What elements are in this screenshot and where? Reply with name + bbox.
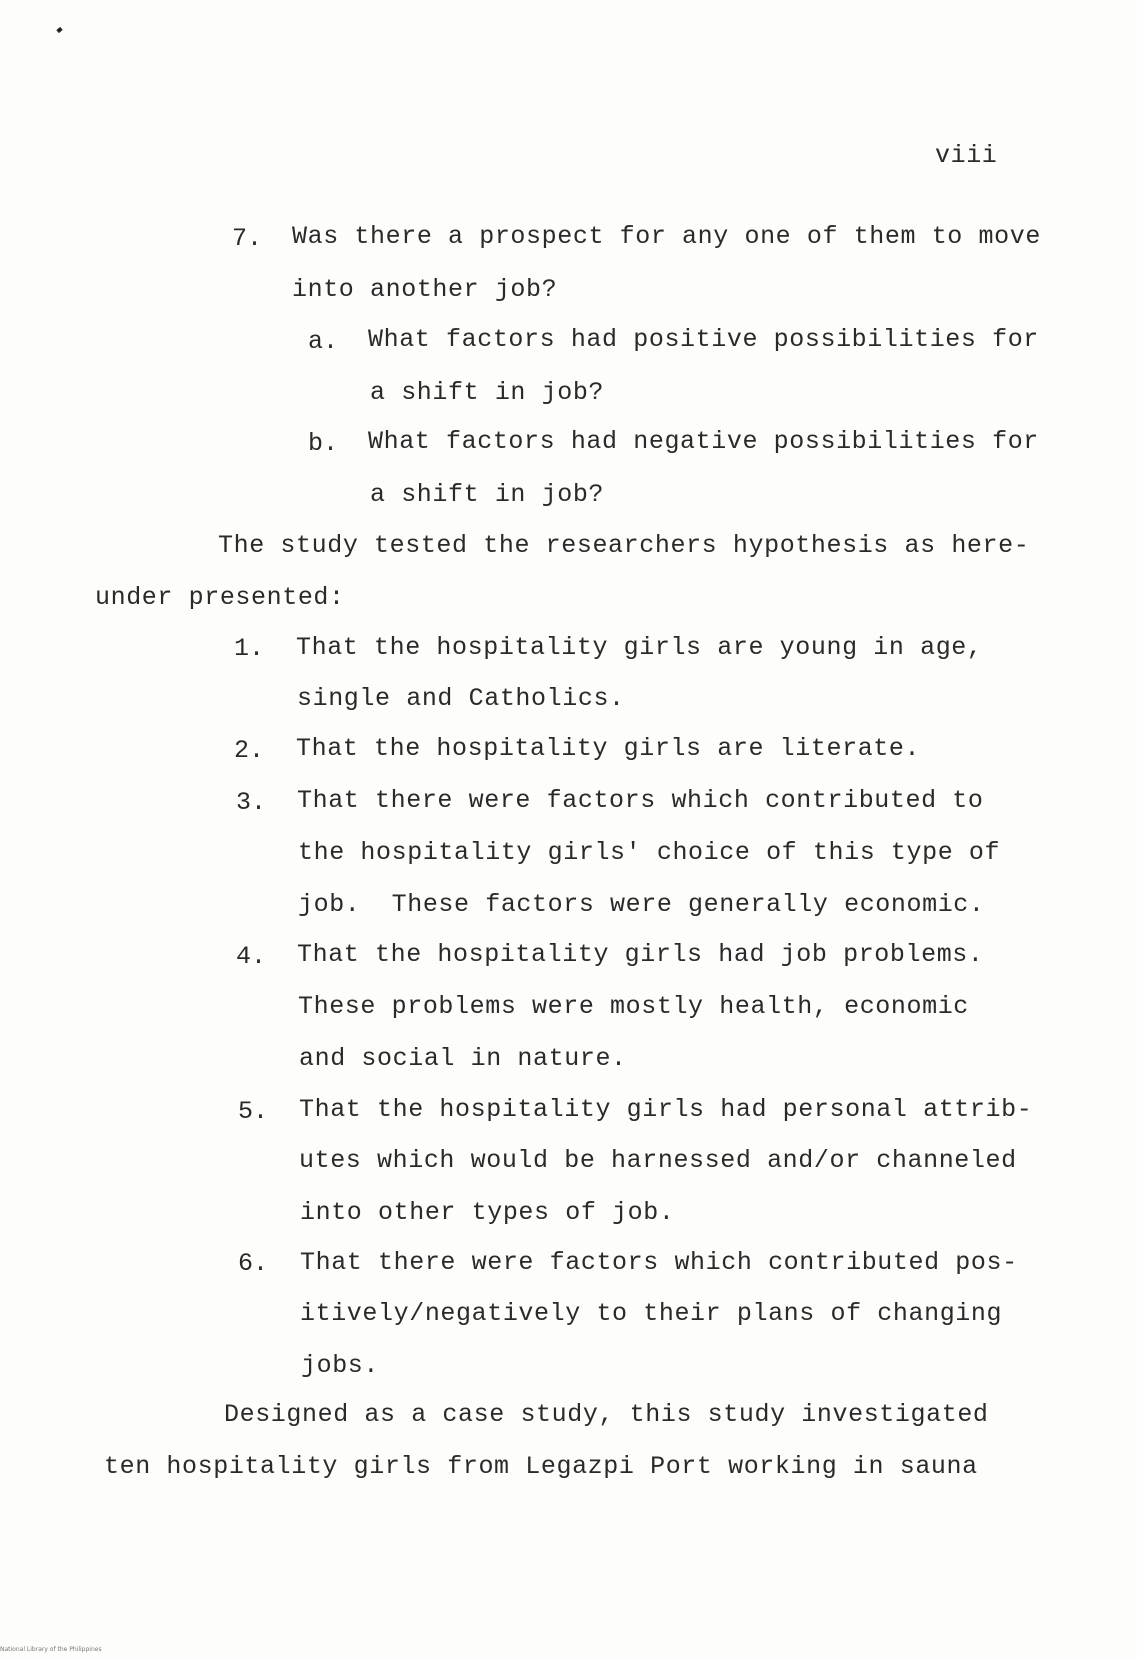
hypothesis-5-number: 5. (238, 1097, 269, 1126)
hypothesis-3-line-3: job. These factors were generally economic. (298, 890, 985, 919)
hypothesis-6-line-3: jobs. (301, 1351, 380, 1380)
hypothesis-1-line-2: single and Catholics. (297, 684, 625, 713)
question-7a-line-2: a shift in job? (370, 378, 605, 407)
hypothesis-5-line-1: That the hospitality girls had personal attrib- (299, 1095, 1033, 1124)
hypothesis-3-number: 3. (236, 788, 267, 817)
question-7a-line-1: What factors had positive possibilities for (368, 325, 1039, 354)
hypothesis-3-line-2: the hospitality girls' choice of this type of (298, 838, 1001, 867)
hypothesis-4-line-3: and social in nature. (299, 1044, 627, 1073)
hypothesis-1-line-1: That the hospitality girls are young in age, (296, 633, 983, 662)
hypothesis-2-line-1: That the hospitality girls are literate. (296, 734, 921, 763)
closing-line-2: ten hospitality girls from Legazpi Port working in sauna (104, 1452, 978, 1481)
hypothesis-2-number: 2. (234, 736, 265, 765)
intro-line-2: under presented: (95, 583, 345, 612)
hypothesis-6-line-2: itively/negatively to their plans of changing (300, 1299, 1003, 1328)
scan-footer: National Library of the Philippines (0, 1646, 102, 1653)
hypothesis-3-line-1: That there were factors which contributed to (297, 786, 984, 815)
hypothesis-1-number: 1. (234, 634, 265, 663)
hypothesis-5-line-3: into other types of job. (300, 1198, 675, 1227)
question-7-number: 7. (232, 224, 263, 253)
question-7b-line-1: What factors had negative possibilities for (368, 427, 1039, 456)
page-number: viii (935, 141, 998, 170)
hypothesis-5-line-2: utes which would be harnessed and/or channeled (299, 1146, 1017, 1175)
hypothesis-6-line-1: That there were factors which contributed pos- (300, 1248, 1018, 1277)
intro-line-1: The study tested the researchers hypothesis as here- (218, 531, 1030, 560)
hypothesis-4-line-1: That the hospitality girls had job problems. (297, 940, 984, 969)
question-7b-line-2: a shift in job? (370, 480, 605, 509)
stray-ink-mark (56, 27, 62, 33)
question-7b-label: b. (308, 429, 339, 458)
closing-line-1: Designed as a case study, this study investigated (224, 1400, 989, 1429)
hypothesis-6-number: 6. (238, 1249, 269, 1278)
hypothesis-4-number: 4. (236, 942, 267, 971)
hypothesis-4-line-2: These problems were mostly health, economic (298, 992, 969, 1021)
question-7-line-1: Was there a prospect for any one of them to move (292, 222, 1041, 251)
question-7-line-2: into another job? (292, 275, 558, 304)
question-7a-label: a. (308, 327, 339, 356)
